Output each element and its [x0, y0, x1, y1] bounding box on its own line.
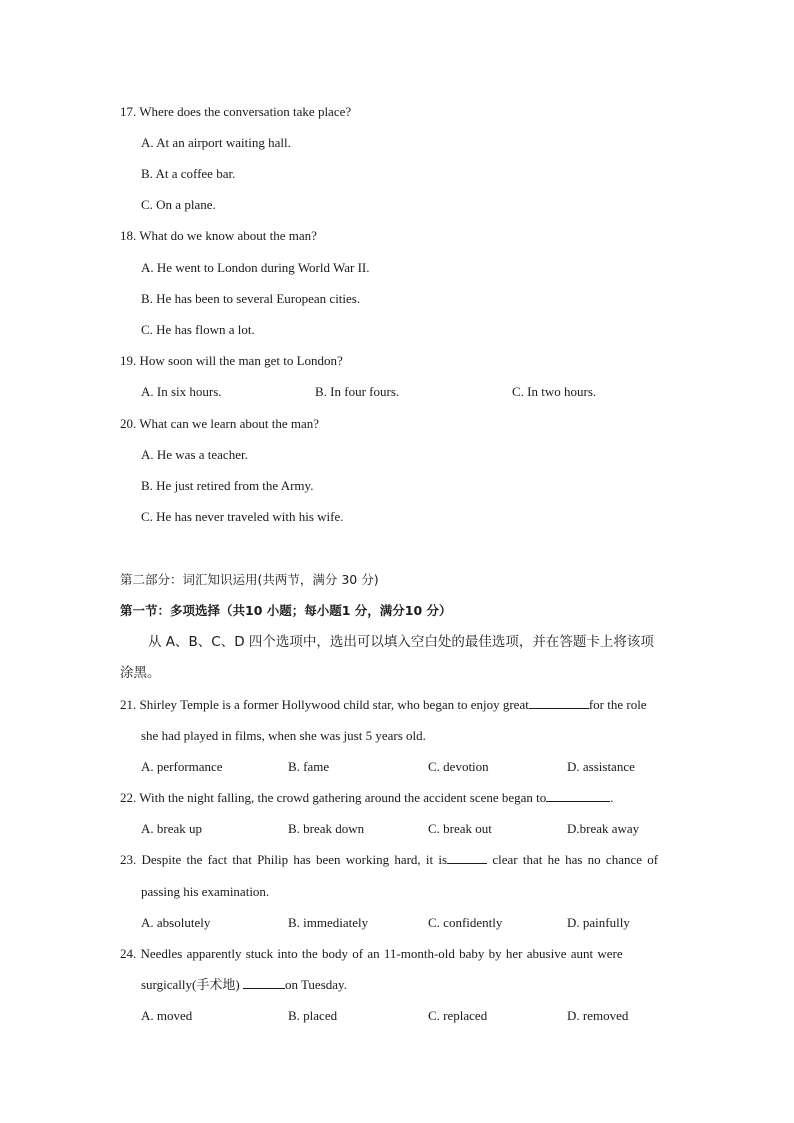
q23-option-d: D. painfully	[567, 915, 630, 930]
q24-stem-line2-start: surgically(手术地)	[141, 977, 243, 992]
q20-option-b: B. He just retired from the Army.	[141, 478, 314, 493]
q20-option-c: C. He has never traveled with his wife.	[141, 509, 344, 524]
instructions-line2: 涂黑。	[120, 665, 161, 681]
instructions-line1: 从 A、B、C、D 四个选项中，选出可以填入空白处的最佳选项，并在答题卡上将该项	[148, 634, 654, 650]
q21-stem-start: 21. Shirley Temple is a former Hollywood child star, who began to enjoy great	[120, 697, 529, 712]
q22-option-c: C. break out	[428, 821, 492, 836]
q17-stem: 17. Where does the conversation take place?	[120, 104, 352, 119]
q23-stem-line2: passing his examination.	[141, 884, 270, 899]
q22-stem	[120, 790, 614, 806]
q24-option-a: A. moved	[141, 1008, 193, 1023]
q23-option-a: A. absolutely	[141, 915, 211, 930]
q17-option-b: B. At a coffee bar.	[141, 166, 236, 181]
q19-option-a: A. In six hours.	[141, 384, 222, 399]
q24-blank	[243, 977, 285, 989]
section1-heading: 第一节：多项选择（共10 小题；每小题1 分，满分10 分）	[120, 603, 452, 618]
q24-option-c: C. replaced	[428, 1008, 488, 1023]
q21-stem-end: for the role	[588, 697, 647, 712]
q21-option-a: A. performance	[141, 759, 223, 774]
q19-stem: 19. How soon will the man get to London?	[120, 353, 343, 368]
q18-option-a: A. He went to London during World War II.	[141, 260, 370, 275]
q22-option-b: B. break down	[288, 821, 365, 836]
q18-option-c: C. He has flown a lot.	[141, 322, 255, 337]
q19-option-c: C. In two hours.	[512, 384, 597, 399]
q22-blank	[546, 790, 610, 802]
part2-heading: 第二部分：词汇知识运用(共两节，满分 30 分)	[120, 572, 379, 587]
q22-stem-start: 22. With the night falling, the crowd gathering around the accident scene began to	[120, 790, 547, 805]
q20-stem: 20. What can we learn about the man?	[120, 416, 320, 431]
q22-option-a: A. break up	[141, 821, 203, 836]
q23-stem	[120, 852, 658, 868]
q24-stem-line2	[141, 977, 347, 993]
q21-stem-line2: she had played in films, when she was just 5 years old.	[141, 728, 426, 743]
q18-option-b: B. He has been to several European cities.	[141, 291, 361, 306]
q21-option-c: C. devotion	[428, 759, 489, 774]
q21-option-d: D. assistance	[567, 759, 635, 774]
q24-option-d: D. removed	[567, 1008, 629, 1023]
q19-option-b: B. In four fours.	[315, 384, 400, 399]
q24-stem: 24. Needles apparently stuck into the body of an 11-month-old baby by her abusive aunt were	[120, 946, 623, 961]
q17-option-c: C. On a plane.	[141, 197, 216, 212]
q23-stem-start: 23. Despite the fact that Philip has been working hard, it is	[120, 852, 448, 867]
q23-option-b: B. immediately	[288, 915, 369, 930]
q24-option-b: B. placed	[288, 1008, 338, 1023]
q22-stem-end: .	[610, 790, 614, 805]
q20-option-a: A. He was a teacher.	[141, 447, 248, 462]
q17-option-a: A. At an airport waiting hall.	[141, 135, 291, 150]
q23-stem-end: clear that he has no chance of	[487, 852, 659, 867]
q23-option-c: C. confidently	[428, 915, 503, 930]
q24-stem-line2-end: on Tuesday.	[284, 977, 347, 992]
q21-stem	[120, 697, 647, 713]
q23-blank	[447, 852, 487, 864]
q21-blank	[529, 697, 589, 709]
q21-option-b: B. fame	[288, 759, 330, 774]
q22-option-d: D.break away	[567, 821, 640, 836]
q18-stem: 18. What do we know about the man?	[120, 228, 317, 243]
